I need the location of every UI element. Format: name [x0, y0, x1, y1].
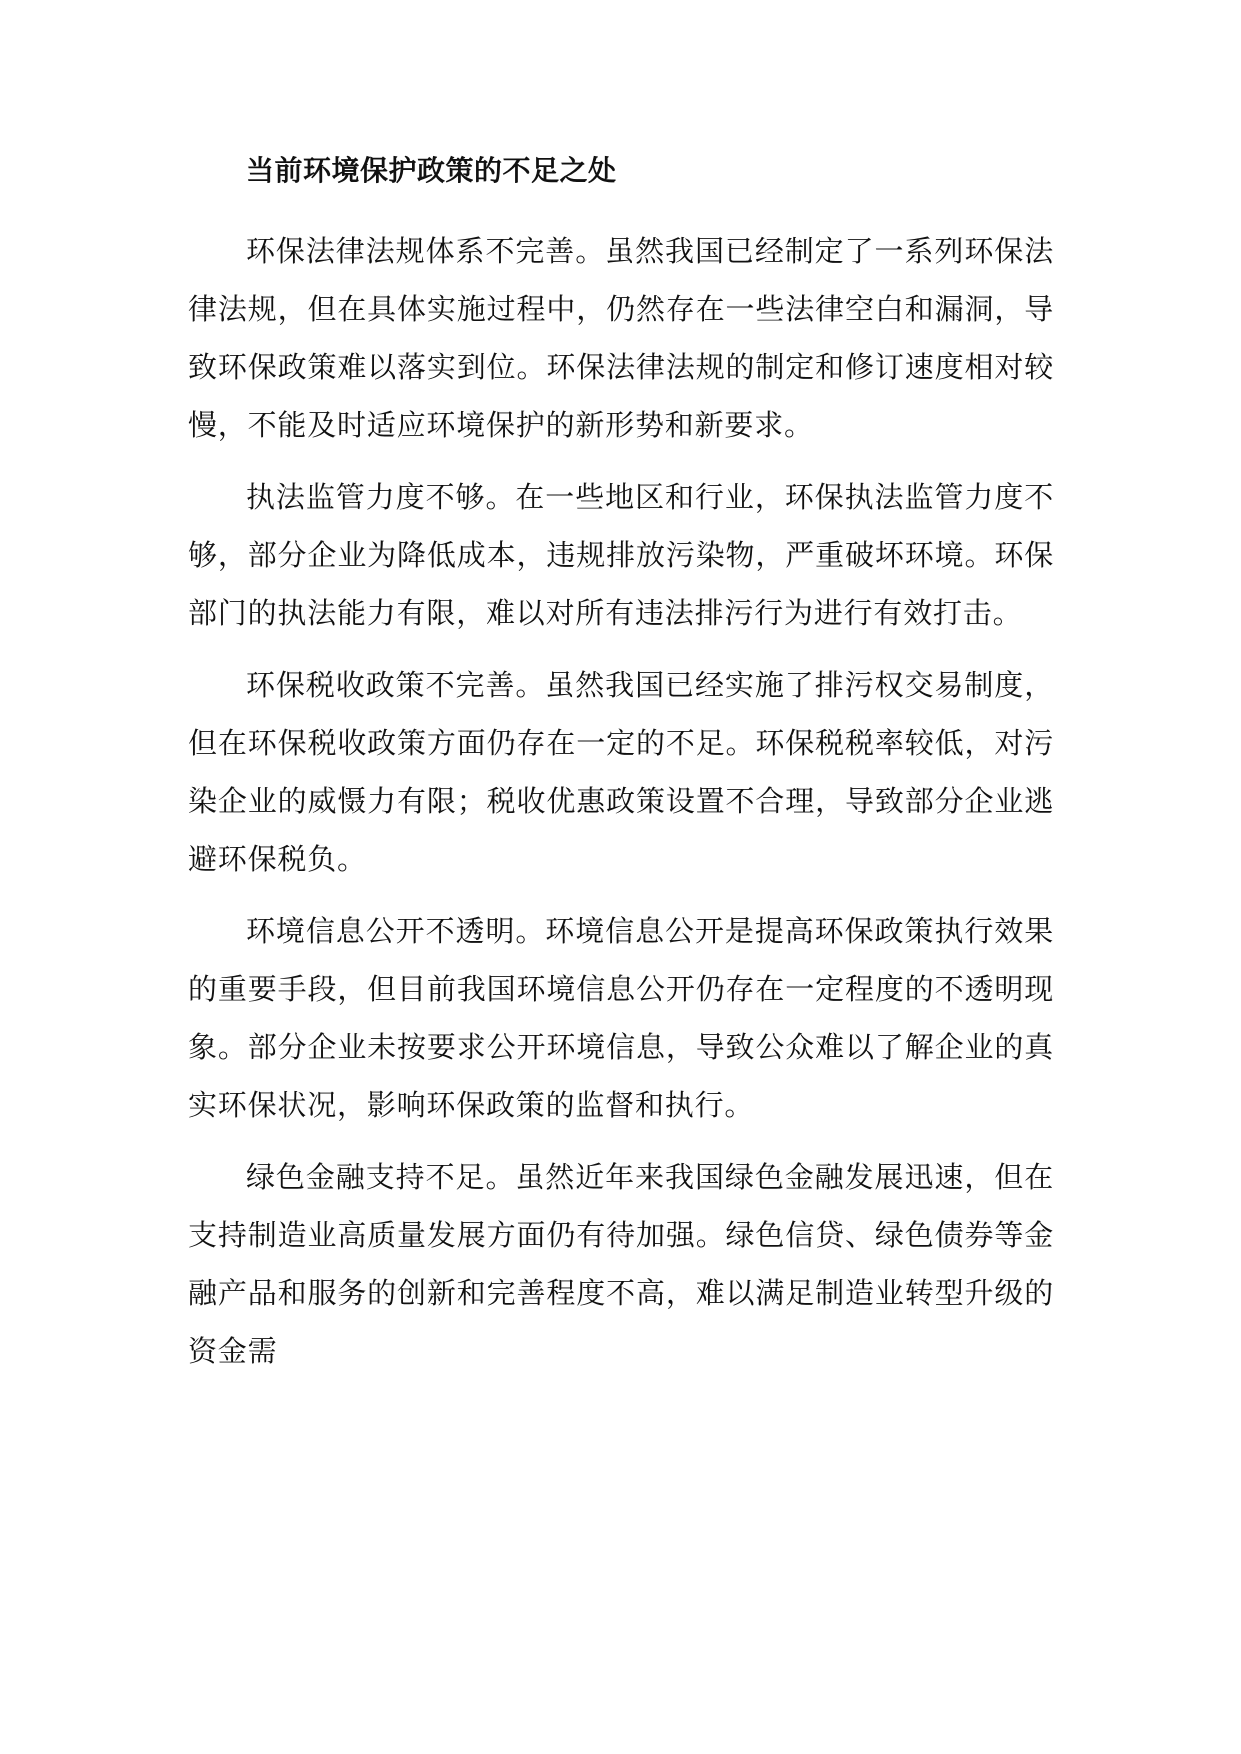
paragraph-tax-policy: 环保税收政策不完善。虽然我国已经实施了排污权交易制度，但在环保税收政策方面仍存在一定的不足。环保税税率较低，对污染企业的威慑力有限；税收优惠政策设置不合理，导致部分企业逃避环保税负。: [188, 668, 1054, 876]
paragraph-information-disclosure: 环境信息公开不透明。环境信息公开是提高环保政策执行效果的重要手段，但目前我国环境信息公开仍存在一定程度的不透明现象。部分企业未按要求公开环境信息，导致公众难以了解企业的真实环保状况，影响环保政策的监督和执行。: [188, 914, 1054, 1122]
document-body: [188, 142, 1054, 1394]
paragraph-enforcement: 执法监管力度不够。在一些地区和行业，环保执法监管力度不够，部分企业为降低成本，违规排放污染物，严重破坏环境。环保部门的执法能力有限，难以对所有违法排污行为进行有效打击。: [188, 480, 1054, 630]
paragraph-legal-system: 环保法律法规体系不完善。虽然我国已经制定了一系列环保法律法规，但在具体实施过程中，仍然存在一些法律空白和漏洞，导致环保政策难以落实到位。环保法律法规的制定和修订速度相对较慢，不能及时适应环境保护的新形势和新要求。: [188, 234, 1054, 442]
paragraph-green-finance: 绿色金融支持不足。虽然近年来我国绿色金融发展迅速，但在支持制造业高质量发展方面仍有待加强。绿色信贷、绿色债券等金融产品和服务的创新和完善程度不高，难以满足制造业转型升级的资金需: [188, 1160, 1054, 1368]
section-heading: 当前环境保护政策的不足之处: [246, 154, 617, 187]
